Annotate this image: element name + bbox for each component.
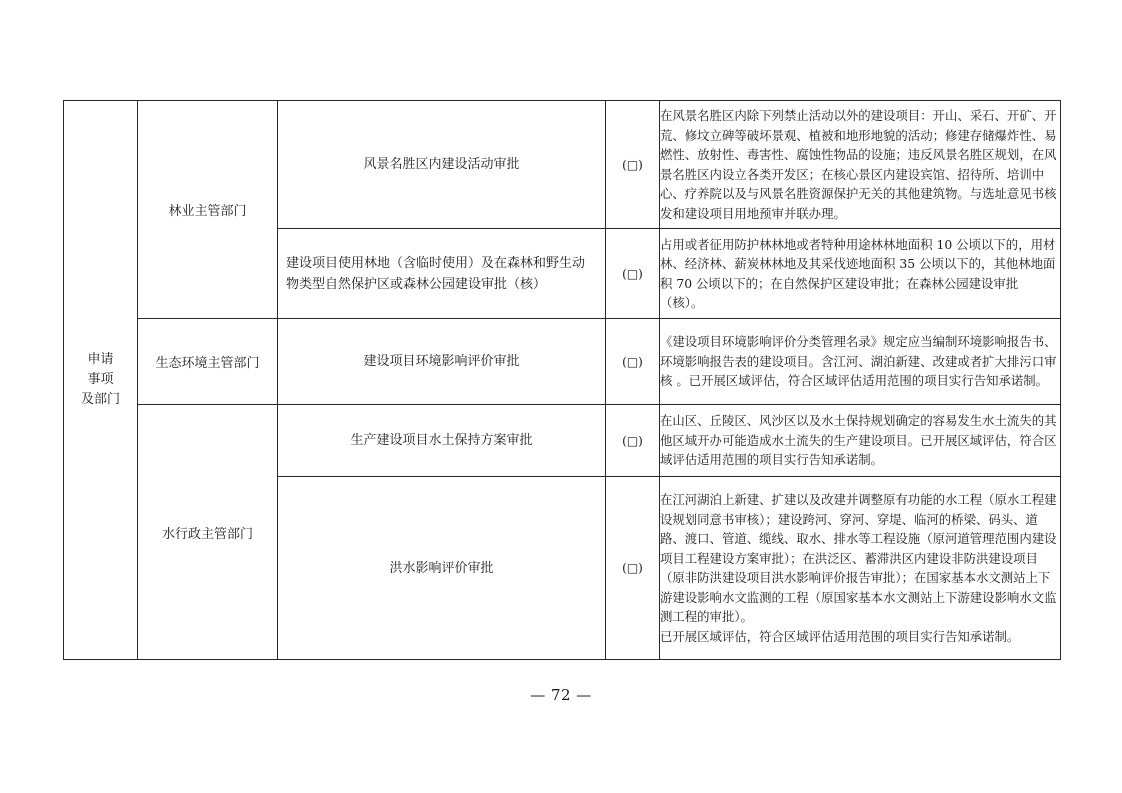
category-label-line: 及部门 — [80, 392, 120, 407]
department-cell: 水行政主管部门 — [138, 405, 278, 660]
approval-item-cell: 生产建设项目水土保持方案审批 — [278, 405, 606, 477]
category-cell — [64, 101, 138, 660]
note-cell: 《建设项目环境影响评价分类管理名录》规定应当编制环境影响报告书、环境影响报告表的建设项目。含江河、湖泊新建、改建或者扩大排污口审核 。已开展区域评估，符合区域评估适用范围的项目实行告知承诺制。 — [660, 319, 1061, 405]
approval-item-cell: 洪水影响评价审批 — [278, 477, 606, 660]
mark-cell: (□) — [606, 405, 660, 477]
mark-cell: (□) — [606, 101, 660, 229]
note-cell: 在山区、丘陵区、风沙区以及水土保持规划确定的容易发生水土流失的其他区域开办可能造成水土流失的生产建设项目。已开展区域评估，符合区域评估适用范围的项目实行告知承诺制。 — [660, 405, 1061, 477]
table-row — [64, 405, 1061, 477]
note-cell: 占用或者征用防护林林地或者特种用途林林地面积 10 公顷以下的，用材林、经济林、薪炭林林地及其采伐迹地面积 35 公顷以下的，其他林地面积 70 公顷以下的；在自然保护区建设审批；在森林公园建设审批（核）。 — [660, 229, 1061, 319]
note-paragraph: 已开展区域评估，符合区域评估适用范围的项目实行告知承诺制。 — [660, 628, 1020, 644]
page-number: — 72 — — [530, 686, 592, 704]
mark-cell: (□) — [606, 477, 660, 660]
note-paragraph: 在江河湖泊上新建、扩建以及改建并调整原有功能的水工程（原水工程建设规划同意书审核）；建设跨河、穿河、穿堤、临河的桥梁、码头、道路、渡口、管道、缆线、取水、排水等工程设施（原河道管理范围内建设项目工程建设方案审批）；在洪泛区、蓄滞洪区内建设非防洪建设项目（原非防洪建设项目洪水影响评价报告审批）；在国家基本水文测站上下游建设影响水文监测的工程（原国家基本水文测站上下游建设影响水文监测工程的审批）。 — [660, 492, 1057, 624]
table-row — [64, 101, 1061, 229]
approval-item-cell: 风景名胜区内建设活动审批 — [278, 101, 606, 229]
department-cell: 生态环境主管部门 — [138, 319, 278, 405]
mark-cell: (□) — [606, 229, 660, 319]
approval-item-cell: 建设项目使用林地（含临时使用）及在森林和野生动物类型自然保护区或森林公园建设审批（核） — [278, 229, 606, 319]
approval-items-table — [63, 100, 1061, 660]
approval-item-cell: 建设项目环境影响评价审批 — [278, 319, 606, 405]
category-label-line: 事项 — [87, 372, 114, 387]
note-cell — [660, 477, 1061, 660]
department-cell: 林业主管部门 — [138, 101, 278, 319]
note-cell: 在风景名胜区内除下列禁止活动以外的建设项目：开山、采石、开矿、开荒、修坟立碑等破坏景观、植被和地形地貌的活动；修建存储爆炸性、易燃性、放射性、毒害性、腐蚀性物品的设施；违反风景名胜区规划，在风景名胜区内设立各类开发区；在核心景区内建设宾馆、招待所、培训中心、疗养院以及与风景名胜资源保护无关的其他建筑物。与选址意见书核发和建设项目用地预审并联办理。 — [660, 101, 1061, 229]
category-label-line: 申请 — [87, 352, 114, 367]
table-row — [64, 319, 1061, 405]
mark-cell: (□) — [606, 319, 660, 405]
